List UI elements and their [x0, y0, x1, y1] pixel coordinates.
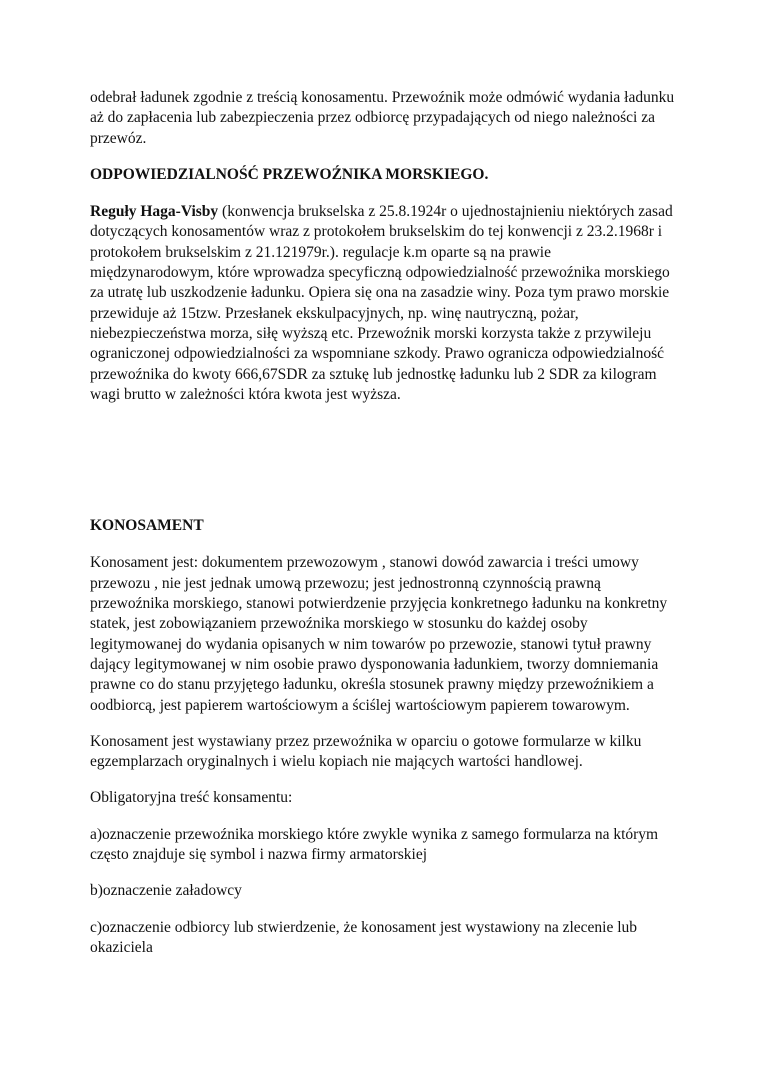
paragraph-konosament-definition [90, 553, 680, 715]
text-line: legitymowanej do wydania opisanych w nim towarów po przewozie, stanowi tytuł prawny [90, 635, 652, 653]
text-line: egzemplarzach oryginalnych i wielu kopiach nie mających wartości handlowej. [90, 753, 583, 771]
hague-visby-lead: Reguły Haga-Visby [90, 203, 219, 221]
text-line: przewóz. [90, 129, 147, 147]
text-line: za utratę lub uszkodzenie ładunku. Opiera się ona na zasadzie winy. Poza tym prawo morskie [90, 284, 670, 302]
text-line: Konosament jest wystawiany przez przewoźnika w oparciu o gotowe formularze w kilku [90, 732, 642, 750]
text-line: przewoźnika do kwoty 666,67SDR za sztukę lub jednostkę ładunku lub 2 SDR za kilogram [90, 365, 657, 383]
text-line: niebezpieczeństwa morza, siłę wyższą etc. Przewoźnik morski korzysta także z przywileju [90, 324, 652, 342]
text-line: przewozu , nie jest jednak umową przewozu; jest jednostronną czynnością prawną [90, 574, 601, 592]
text-line: c)oznaczenie odbiorcy lub stwierdzenie, że konosament jest wystawiony na zlecenie lub [90, 918, 638, 936]
list-item-b [90, 881, 680, 901]
text-line: przewiduje aż 15tzw. Przesłanek ekskulpacyjnych, np. winę nautryczną, pożar, [90, 304, 579, 322]
text-line: dotyczących konosamentów wraz z protokołem brukselskim do tej konwencji z 23.2.1968r i [90, 223, 663, 241]
text-line: b)oznaczenie załadowcy [90, 882, 242, 900]
text-line: wagi brutto w zależności która kwota jest wyższa. [90, 385, 401, 403]
list-item-a [90, 825, 680, 866]
text-line-rest: (konwencja brukselska z 25.8.1924r o ujednostajnieniu niektórych zasad [218, 203, 673, 221]
text-line: aż do zapłacenia lub zabezpieczenia przez odbiorcę przypadających od niego należności za [90, 109, 655, 127]
text-line [90, 202, 680, 222]
blank-space [90, 421, 680, 516]
paragraph-cargo-release [90, 88, 680, 149]
text-line: a)oznaczenie przewoźnika morskiego które zwykle wynika z samego formularza na którym [90, 825, 659, 843]
heading-carrier-liability: ODPOWIEDZIALNOŚĆ PRZEWOŹNIKA MORSKIEGO. [90, 165, 489, 183]
text-line: często znajduje się symbol i nazwa firmy armatorskiej [90, 846, 428, 864]
text-line: przewoźnika morskiego, stanowi potwierdzenie przyjęcia konkretnego ładunku na konkretny [90, 595, 668, 613]
text-line: ograniczonej odpowiedzialności za wspomniane szkody. Prawo ogranicza odpowiedzialność [90, 345, 665, 363]
text-line: protokołem brukselskim z 21.121979r.). regulacje k.m oparte są na prawie [90, 243, 551, 261]
text-line: dający legitymowanej w nim osobie prawo dysponowania ładunkiem, tworzy domniemania [90, 655, 659, 673]
heading-konosament: KONOSAMENT [90, 517, 204, 535]
text-line: międzynarodowym, które wprowadza specyficzną odpowiedzialność przewoźnika morskiego [90, 264, 670, 282]
text-line: Konosament jest: dokumentem przewozowym , stanowi dowód zawarcia i treści umowy [90, 554, 639, 572]
list-item-c [90, 918, 680, 959]
paragraph-mandatory-content [90, 788, 680, 808]
document-page [90, 88, 680, 974]
text-line: Obligatoryjna treść konsamentu: [90, 789, 293, 807]
text-line: okaziciela [90, 938, 153, 956]
paragraph-konosament-issuance [90, 732, 680, 773]
paragraph-hague-visby [90, 202, 680, 405]
text-line: odebrał ładunek zgodnie z treścią konosamentu. Przewoźnik może odmówić wydania ładunku [90, 89, 675, 106]
text-line: oodbiorcą, jest papierem wartościowym a ściślej wartościowym papierem towarowym. [90, 696, 630, 714]
text-line: statek, jest zobowiązaniem przewoźnika morskiego w stosunku do każdej osoby [90, 615, 588, 633]
text-line: prawne co do stanu przyjętego ładunku, określa stosunek prawny między przewoźnikiem a [90, 676, 654, 694]
